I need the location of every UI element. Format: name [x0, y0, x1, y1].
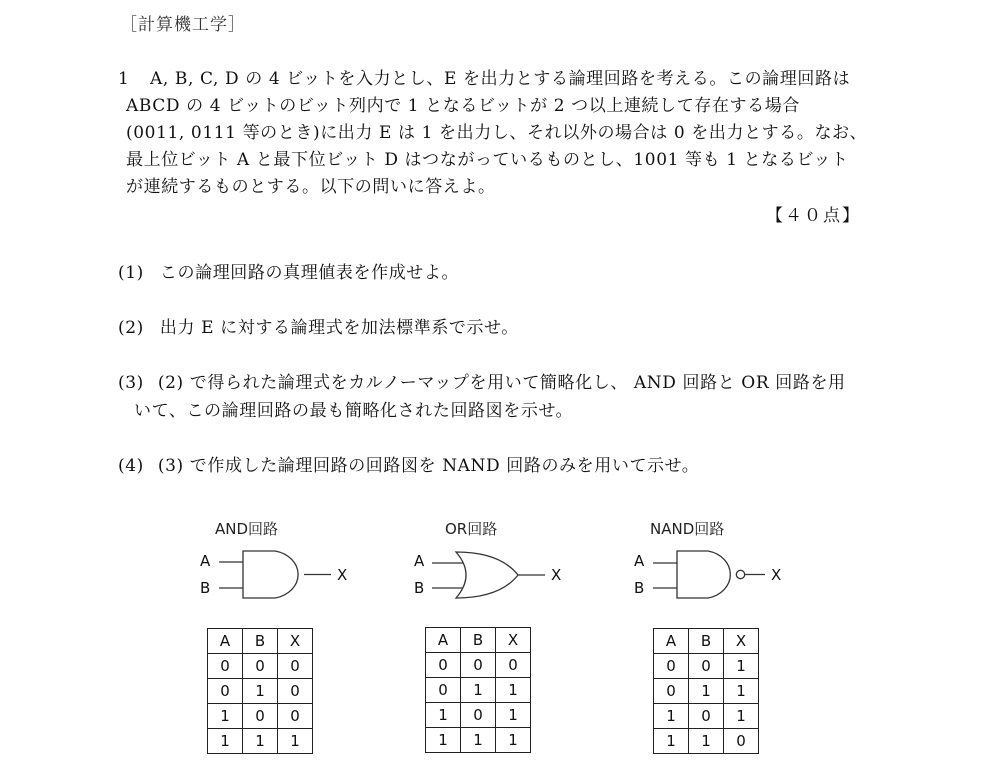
or-gate-title: OR回路 [445, 520, 498, 538]
table-header-row [654, 629, 759, 654]
and-input-b-label: B [200, 579, 211, 597]
table-cell: 0 [461, 653, 496, 678]
table-header: B [461, 628, 496, 653]
table-row [208, 704, 313, 729]
table-header-row [208, 629, 313, 654]
table-cell: 0 [654, 679, 689, 704]
or-input-b-label: B [414, 579, 425, 597]
and-gate-symbol [219, 551, 331, 598]
table-row [426, 678, 531, 703]
table-row [654, 704, 759, 729]
table-cell: 0 [243, 704, 278, 729]
table-cell: 0 [208, 679, 243, 704]
subquestion-label: (1) [118, 263, 144, 283]
nand-output-label: X [771, 566, 782, 584]
table-cell: 1 [461, 728, 496, 753]
table-cell: 1 [724, 654, 759, 679]
table-cell: 1 [208, 704, 243, 729]
table-cell: 1 [496, 703, 531, 728]
subquestion-text: 出力 E に対する論理式を加法標準系で示せ。 [159, 318, 519, 338]
table-header: B [243, 629, 278, 654]
subquestion-3-continuation: いて、この論理回路の最も簡略化された回路図を示せ。 [134, 401, 574, 421]
table-cell: 0 [278, 679, 313, 704]
question-line: ABCD の 4 ビットのビット列内で 1 となるビットが 2 つ以上連続して存在する場合 [126, 96, 800, 116]
table-cell: 0 [689, 654, 724, 679]
table-header: B [689, 629, 724, 654]
table-cell: 1 [426, 728, 461, 753]
table-row [654, 654, 759, 679]
table-cell: 1 [243, 729, 278, 754]
table-cell: 1 [278, 729, 313, 754]
question-line: が連続するものとする。以下の問いに答えよ。 [126, 177, 496, 197]
nand-truth-table [653, 628, 759, 754]
table-cell: 1 [654, 704, 689, 729]
table-cell: 1 [496, 678, 531, 703]
table-cell: 1 [243, 679, 278, 704]
table-cell: 0 [243, 654, 278, 679]
question-line: 最上位ビット A と最下位ビット D はつながっているものとし、1001 等も 1 となるビット [126, 150, 849, 170]
subquestion-text: この論理回路の真理値表を作成せよ。 [159, 263, 460, 283]
table-cell: 1 [208, 729, 243, 754]
table-row [426, 703, 531, 728]
and-output-label: X [337, 566, 348, 584]
or-truth-table [425, 627, 531, 753]
table-cell: 0 [461, 703, 496, 728]
table-cell: 1 [426, 703, 461, 728]
nand-input-a-label: A [634, 552, 645, 570]
table-cell: 1 [496, 728, 531, 753]
table-row [208, 729, 313, 754]
table-cell: 1 [654, 729, 689, 754]
and-input-a-label: A [200, 552, 211, 570]
table-header: A [654, 629, 689, 654]
table-row [654, 679, 759, 704]
table-header: A [208, 629, 243, 654]
table-cell: 0 [278, 654, 313, 679]
table-cell: 1 [724, 679, 759, 704]
table-row [426, 653, 531, 678]
table-cell: 1 [724, 704, 759, 729]
question-line: A, B, C, D の 4 ビットを入力とし、E を出力とする論理回路を考える。この論理回路は [150, 69, 851, 89]
or-output-label: X [551, 566, 562, 584]
table-cell: 1 [461, 678, 496, 703]
table-cell: 1 [689, 729, 724, 754]
table-cell: 0 [496, 653, 531, 678]
table-row [654, 729, 759, 754]
subquestion-label: (4) [118, 456, 144, 476]
or-input-a-label: A [414, 552, 425, 570]
and-gate-body [243, 551, 298, 598]
table-cell: 0 [724, 729, 759, 754]
table-cell: 0 [689, 704, 724, 729]
table-row [426, 728, 531, 753]
section-title: ［計算機工学］ [120, 15, 246, 35]
table-cell: 0 [426, 653, 461, 678]
and-truth-table [207, 628, 313, 754]
table-header: X [496, 628, 531, 653]
table-header-row [426, 628, 531, 653]
table-cell: 0 [278, 704, 313, 729]
table-cell: 0 [654, 654, 689, 679]
nand-gate-symbol [653, 551, 765, 598]
subquestion-text: (2) で得られた論理式をカルノーマップを用いて簡略化し、 AND 回路と OR 回路を用 [157, 373, 846, 393]
subquestion-text: (3) で作成した論理回路の回路図を NAND 回路のみを用いて示せ。 [157, 456, 700, 476]
table-cell: 0 [426, 678, 461, 703]
table-header: X [278, 629, 313, 654]
table-row [208, 679, 313, 704]
subquestion-label: (2) [118, 318, 144, 338]
table-header: A [426, 628, 461, 653]
subquestion-label: (3) [118, 373, 144, 393]
nand-gate-title: NAND回路 [650, 520, 725, 538]
nand-gate-body [677, 551, 730, 598]
points-label: 【４０点】 [766, 206, 861, 226]
or-gate-body [456, 552, 518, 598]
question-line: (0011, 0111 等のとき)に出力 E は 1 を出力し、それ以外の場合は 0 を出力とする。なお、 [126, 123, 868, 143]
table-cell: 0 [208, 654, 243, 679]
table-header: X [724, 629, 759, 654]
nand-inversion-bubble [736, 570, 744, 578]
or-gate-symbol [432, 552, 545, 598]
nand-input-b-label: B [634, 579, 645, 597]
table-row [208, 654, 313, 679]
table-cell: 1 [689, 679, 724, 704]
question-number: 1 [118, 69, 130, 89]
and-gate-title: AND回路 [215, 520, 279, 538]
